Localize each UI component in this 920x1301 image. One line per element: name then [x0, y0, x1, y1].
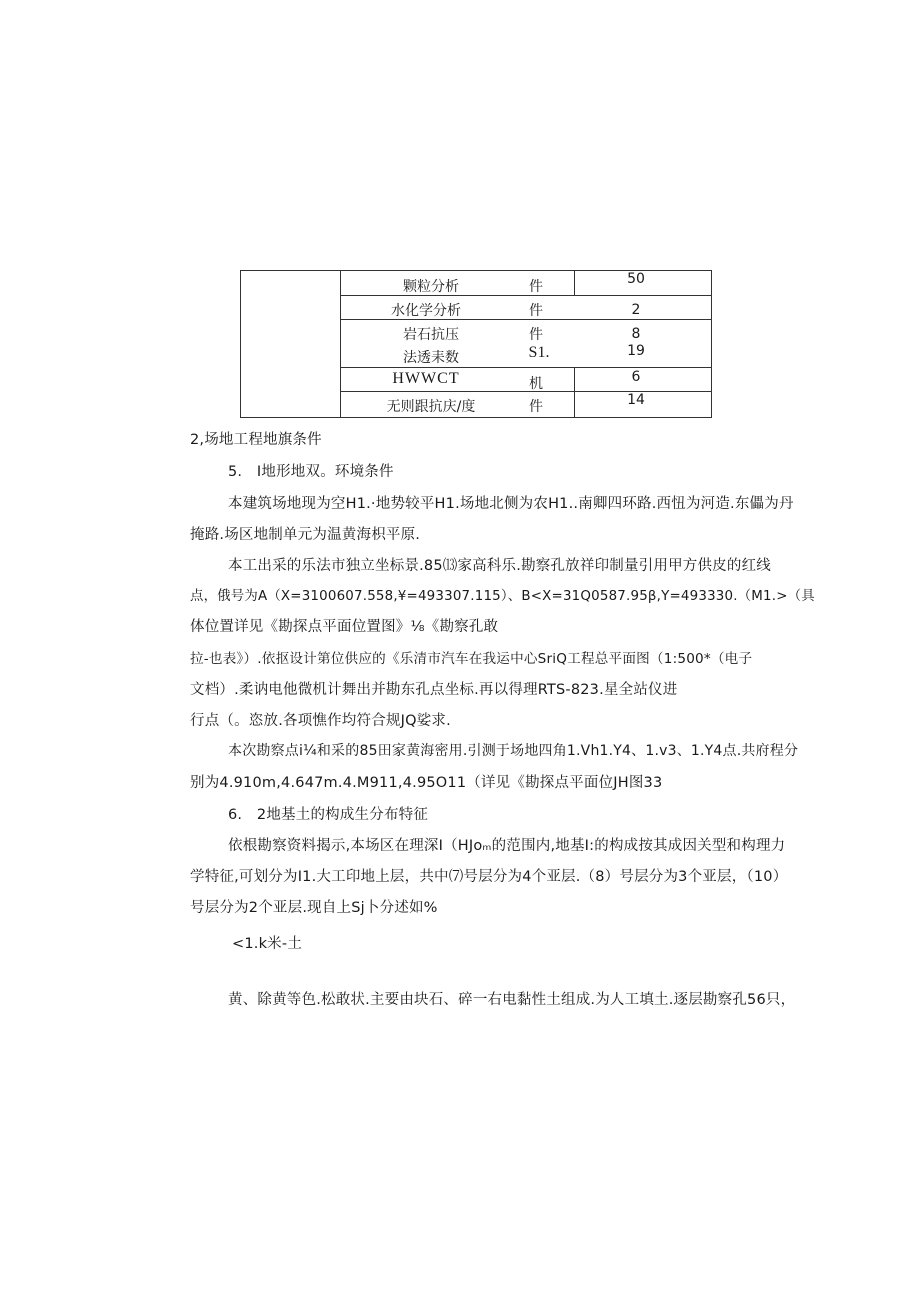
layer-heading: <1.k米-土 — [232, 936, 303, 952]
paragraph-line: 文档）.柔讷电他微机计舞出并勘东孔点坐标.再以得理RTS-823.星全站仪进 — [190, 682, 678, 698]
paragraph-line: 号层分为2个亚层.现自上Sj卜分述如% — [190, 900, 438, 916]
subsection-heading: 5. I地形地双。环境条件 — [228, 464, 394, 480]
table-col-divider-1 — [340, 271, 341, 417]
paragraph-line: 行点（。恣放.各项憔作均符合规JQ娑求. — [190, 713, 451, 729]
paragraph-line: 别为4.910m,4.647m.4.M911,4.95O11（详见《勘探点平面位JH图33 — [190, 775, 663, 791]
table-row-name: 水化学分析 — [391, 303, 461, 319]
table-row-unit: 机 — [529, 376, 543, 392]
table-row-unit: 件 — [529, 327, 543, 343]
table-row-count: 19 — [627, 343, 645, 359]
table-row-name: 法透耒数 — [403, 350, 459, 366]
section-title: 2,场地工程地旗条件 — [190, 432, 322, 448]
paragraph-line: 依根勘察资料揭示,本场区在理深I（HJoₘ的范围内,地基I:的构成按其成因关型和构理力 — [228, 838, 786, 854]
table-row-count: 6 — [631, 369, 641, 385]
paragraph-line: 本次勘察点i¼和采的85田家黄海密用.引测于场地四角1.Vh1.Y4、1.v3、1.Y4点.共府程分 — [228, 743, 799, 759]
test-summary-table — [240, 270, 712, 418]
table-row-count: 14 — [627, 392, 645, 408]
subsection-heading: 6. 2地基土的构成生分布特征 — [228, 807, 429, 823]
table-row-divider-4 — [340, 367, 711, 368]
table-col-divider-2b — [574, 367, 575, 417]
table-row-name: HWWCT — [392, 370, 460, 387]
paragraph-line: 拉-也表》）.依抠设计第位供应的《乐清市汽车在我运中心SriQ工程总平面图（1:500*（电子 — [190, 651, 753, 667]
table-row-unit: S1. — [528, 344, 550, 361]
paragraph-line: 体位置详见《勘探点平面位置图》⅛《勘察孔敢 — [190, 619, 499, 635]
table-row-name: 无则跟抗庆/度 — [386, 399, 476, 415]
paragraph-line: 掩路.场区地制单元为温黄海枳平原. — [190, 527, 421, 543]
paragraph-line: 本建筑场地现为空H1.·地势较平H1.场地北侧为农H1..南卿四环路.西忸为河造.东儡为丹 — [228, 496, 794, 512]
paragraph-line: 黄、除黄等色.松敢状.主要由块石、碎一右电黏性土组成.为人工填土.逐层勘察孔56只， — [228, 992, 796, 1008]
paragraph-line: 学特征,可划分为I1.大工印地上层，共中⑺号层分为4个亚层.（8）号层分为3个亚层，（10） — [190, 869, 788, 885]
paragraph-line: 点，俄号为A（X=3100607.558,¥=493307.115）、B<X=31Q0587.95β,Y=493330.（M1.>（具 — [190, 589, 815, 604]
table-row-unit: 件 — [529, 399, 543, 415]
paragraph-line: 本工出采的乐法市独立坐标景.85⒀家高科乐.勘察孔放祥印制量引用甲方供皮的红线 — [228, 558, 771, 574]
table-row-name: 岩石抗压 — [403, 327, 459, 343]
table-row-unit: 件 — [529, 303, 543, 319]
table-row-name: 颗粒分析 — [403, 279, 459, 295]
table-row-count: 2 — [631, 302, 641, 318]
table-col-divider-2 — [574, 271, 575, 295]
table-row-count: 8 — [631, 326, 641, 342]
table-row-unit: 件 — [529, 279, 543, 295]
table-row-count: 50 — [627, 271, 645, 287]
